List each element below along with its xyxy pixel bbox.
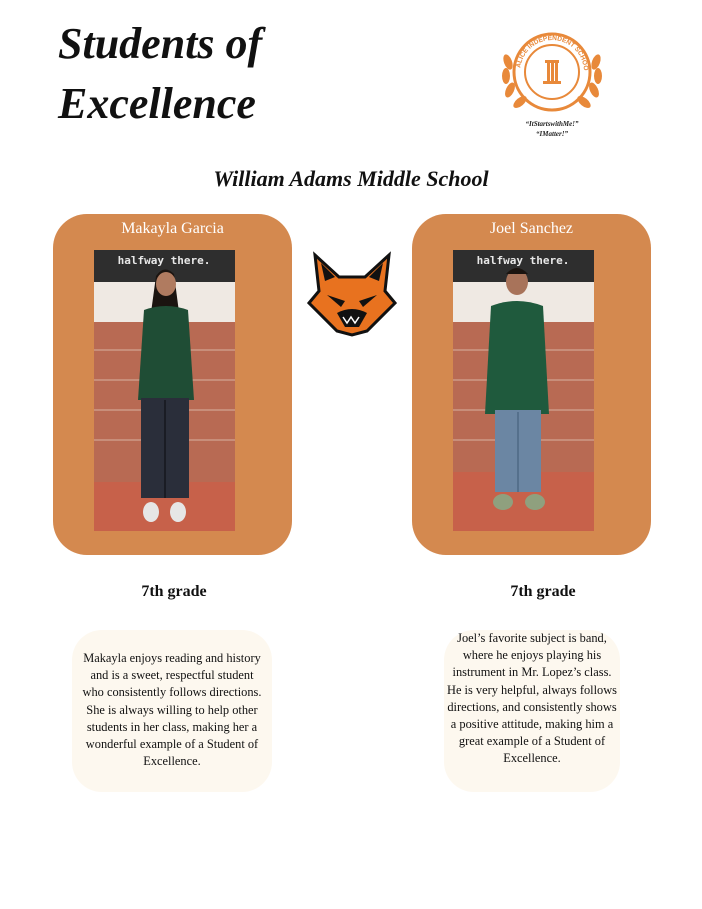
title-line-2: Excellence (58, 79, 256, 128)
student-photo (453, 250, 594, 531)
seal-ring-text: ALICE INDEPENDENT SCHOO (515, 34, 590, 71)
student-grade: 7th grade (141, 583, 207, 600)
student-photo (94, 250, 235, 531)
student-bio: Joel’s favorite subject is band, where he enjoys playing his instrument in Mr. Lopez’s class. He is very helpful, always follows directions, and consistently shows a positive attitude, making him a great example of a Student of Excellence. (444, 630, 620, 792)
page-title (58, 14, 262, 134)
student-grade: 7th grade (510, 583, 576, 600)
title-line-1: Students of (58, 19, 263, 68)
fox-mascot-logo (307, 251, 397, 337)
school-name: William Adams Middle School (213, 166, 489, 191)
student-card-makayla (53, 214, 292, 555)
photo-banner-text: halfway there. (117, 254, 211, 267)
seal-motto-2: “IMatter!” (536, 130, 568, 138)
district-seal-logo (496, 22, 608, 142)
student-card-joel (412, 214, 651, 555)
photo-banner-text: halfway there. (476, 254, 570, 267)
student-name: Joel Sanchez (489, 220, 574, 237)
student-bio: Makayla enjoys reading and history and is a sweet, respectful student who consistently follows directions. She is always willing to help other students in her class, making her a wonderful example of a Student of Excellence. (72, 630, 272, 792)
seal-motto-1: “ItStartswithMe!” (525, 120, 579, 128)
student-name: Makayla Garcia (121, 220, 224, 237)
